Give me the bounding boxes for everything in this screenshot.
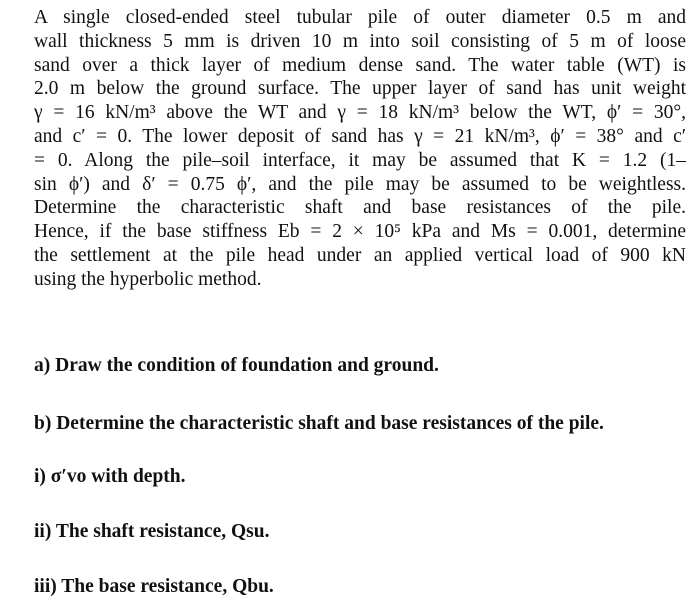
problem-line: wall thickness 5 mm is driven 10 m into soil consisting of 5 m of loose — [34, 30, 686, 52]
question-a: a) Draw the condition of foundation and ground. — [34, 355, 439, 376]
problem-line: = 0. Along the pile–soil interface, it may be assumed that K = 1.2 (1– — [34, 149, 686, 171]
problem-line: Determine the characteristic shaft and base resistances of the pile. — [34, 197, 686, 219]
problem-line: 2.0 m below the ground surface. The upper layer of sand has unit weight — [34, 78, 686, 100]
question-i: i) σ′vo with depth. — [34, 466, 186, 487]
problem-line: the settlement at the pile head under an applied vertical load of 900 kN — [34, 244, 686, 266]
question-b: b) Determine the characteristic shaft and base resistances of the pile. — [34, 413, 604, 434]
problem-line: using the hyperbolic method. — [34, 268, 262, 290]
question-ii: ii) The shaft resistance, Qsu. — [34, 521, 270, 542]
question-iii: iii) The base resistance, Qbu. — [34, 576, 274, 597]
problem-line: sin ϕ′) and δ′ = 0.75 ϕ′, and the pile may be assumed to be weightless. — [34, 173, 686, 195]
problem-line: A single closed-ended steel tubular pile of outer diameter 0.5 m and — [34, 7, 686, 28]
problem-line: sand over a thick layer of medium dense sand. The water table (WT) is — [34, 54, 686, 76]
problem-line: Hence, if the base stiffness Eb = 2 × 10⁵ kPa and Ms = 0.001, determine — [34, 221, 686, 243]
problem-line: γ = 16 kN/m³ above the WT and γ = 18 kN/m³ below the WT, ϕ′ = 30°, — [34, 102, 686, 124]
problem-line: and c′ = 0. The lower deposit of sand has γ = 21 kN/m³, ϕ′ = 38° and c′ — [34, 125, 686, 147]
problem-statement — [34, 6, 686, 292]
